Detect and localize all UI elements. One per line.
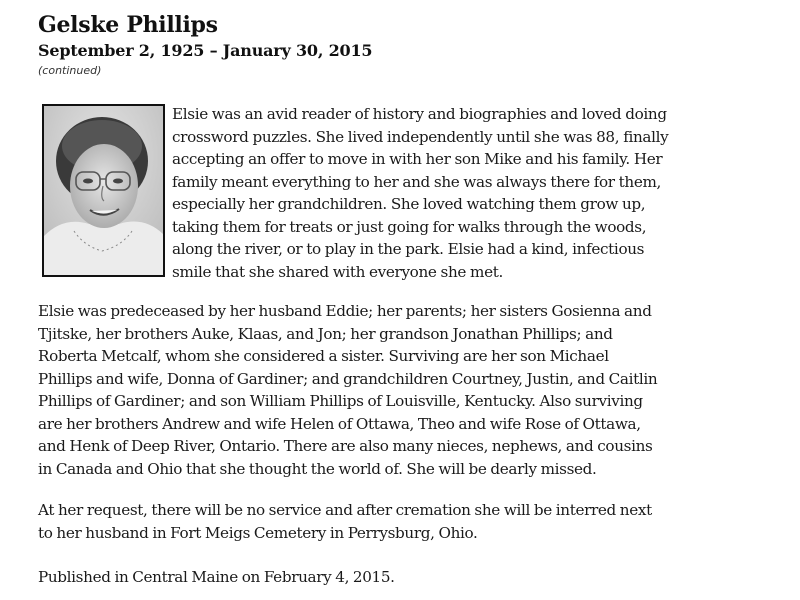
text-line: accepting an offer to move in with her son Mike and his family. Her	[172, 150, 663, 168]
text-line: family meant everything to her and she was always there for them,	[172, 172, 662, 191]
text-line: Phillips and wife, Donna of Gardiner; and grandchildren Courtney, Justin, and Caitlin	[38, 369, 658, 388]
text-line: Elsie was predeceased by her husband Eddie; her parents; her sisters Gosienna and	[38, 302, 652, 320]
paragraph-family	[38, 300, 778, 480]
portrait-photo	[42, 104, 165, 277]
text-line: in Canada and Ohio that she thought the world of. She will be dearly missed.	[38, 459, 597, 478]
text-line: and Henk of Deep River, Ontario. There are also many nieces, nephews, and cousins	[38, 437, 653, 455]
text-line: crossword puzzles. She lived independently until she was 88, finally	[172, 127, 669, 146]
text-line: Published in Central Maine on February 4, 2015.	[38, 568, 395, 586]
obituary-name: Gelske Phillips	[38, 12, 218, 38]
text-line: Phillips of Gardiner; and son William Phillips of Louisville, Kentucky. Also surviving	[38, 392, 643, 410]
paragraph-hobbies	[172, 103, 772, 283]
portrait-image	[44, 106, 163, 275]
publication-note	[38, 566, 778, 589]
text-line: Roberta Metcalf, whom she considered a sister. Surviving are her son Michael	[38, 347, 609, 365]
text-line: Elsie was an avid reader of history and biographies and loved doing	[172, 105, 667, 123]
text-line: especially her grandchildren. She loved watching them grow up,	[172, 195, 646, 213]
text-line: smile that she shared with everyone she met.	[172, 262, 503, 281]
life-dates: September 2, 1925 – January 30, 2015	[38, 41, 373, 60]
paragraph-arrangements	[38, 499, 778, 544]
text-line: are her brothers Andrew and wife Helen of Ottawa, Theo and wife Rose of Ottawa,	[38, 414, 641, 433]
text-line: taking them for treats or just going for walks through the woods,	[172, 217, 647, 236]
text-line: At her request, there will be no service and after cremation she will be interred next	[38, 501, 652, 519]
text-line: Tjitske, her brothers Auke, Klaas, and Jon; her grandson Jonathan Phillips; and	[38, 324, 613, 343]
text-line: along the river, or to play in the park. Elsie had a kind, infectious	[172, 240, 645, 258]
text-line: to her husband in Fort Meigs Cemetery in Perrysburg, Ohio.	[38, 523, 478, 542]
continued-note: (continued)	[38, 64, 102, 77]
